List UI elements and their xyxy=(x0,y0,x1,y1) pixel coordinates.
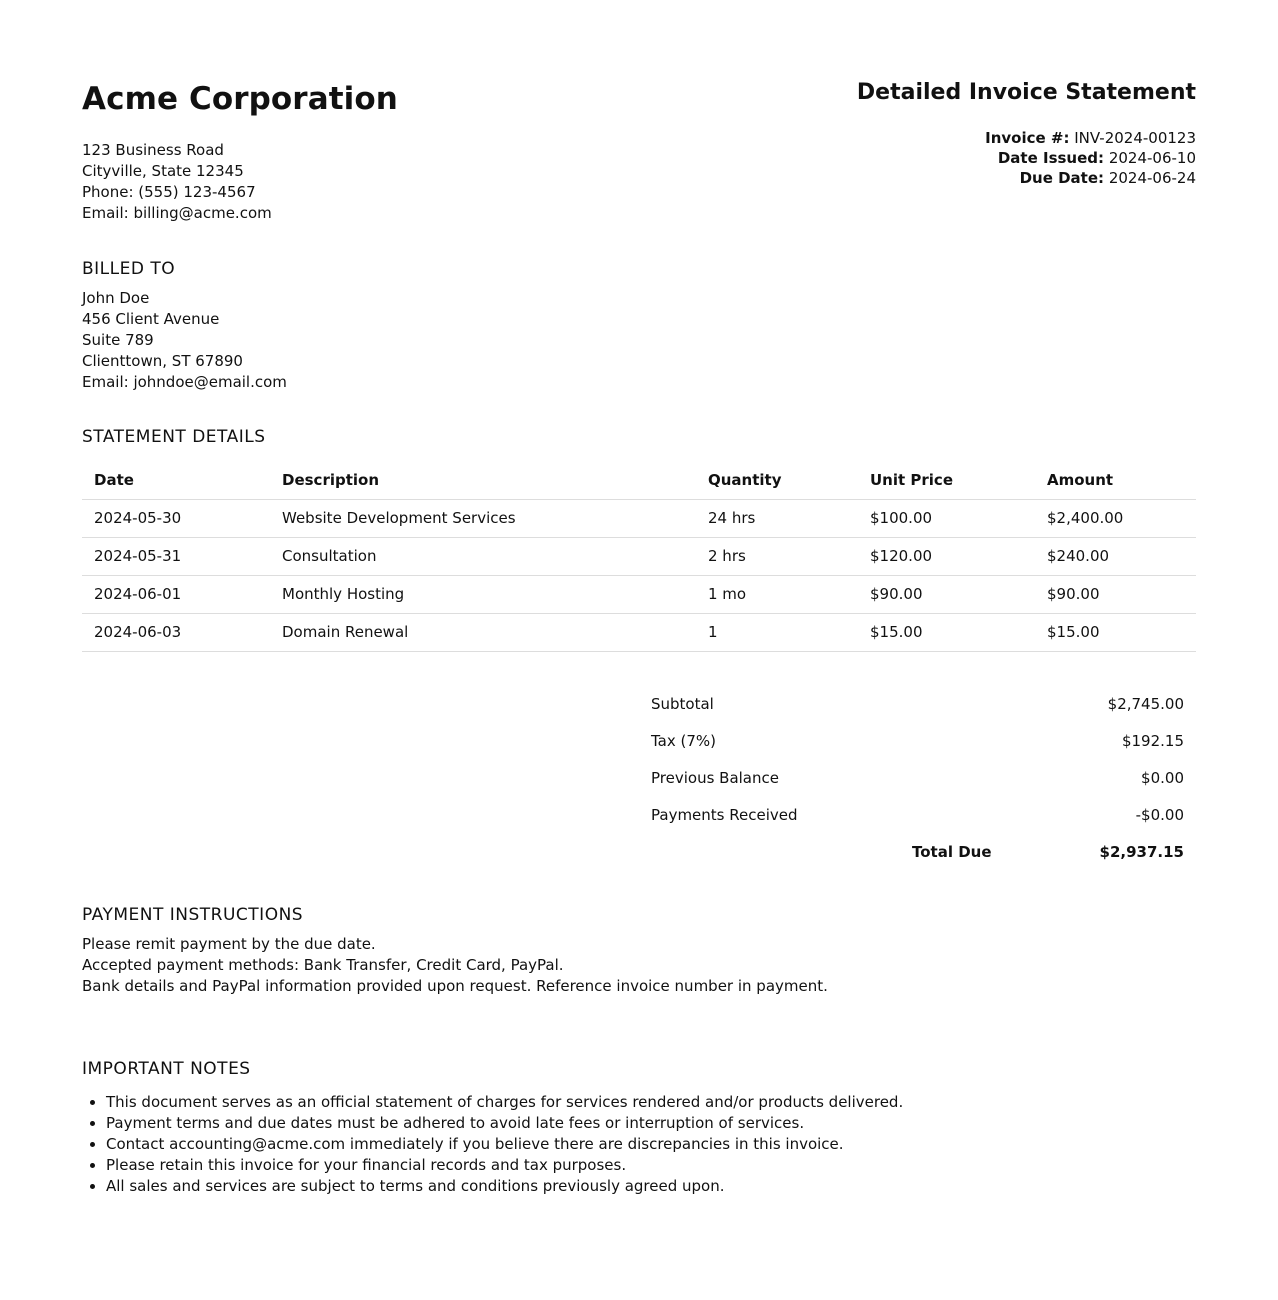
totals-block xyxy=(82,686,1196,872)
invoice-page xyxy=(82,0,1196,1197)
row-quantity: 24 hrs xyxy=(696,500,858,538)
row-description: Consultation xyxy=(270,538,696,576)
row-date: 2024-05-31 xyxy=(82,538,270,576)
company-email: Email: billing@acme.com xyxy=(82,204,272,222)
important-notes-section xyxy=(82,1058,1196,1197)
payments-received-value: -$0.00 xyxy=(1135,806,1184,824)
client-name: John Doe xyxy=(82,289,150,307)
billed-to-section xyxy=(82,258,1196,393)
list-item: • Contact accounting@acme.com immediately if you believe there are discrepancies in this invoice. xyxy=(106,1134,1196,1155)
invoice-number-label: Invoice #: xyxy=(985,129,1070,147)
column-header-description: Description xyxy=(270,462,696,500)
row-quantity: 2 hrs xyxy=(696,538,858,576)
statement-details-heading: STATEMENT DETAILS xyxy=(82,427,266,447)
due-date-line xyxy=(857,168,1196,188)
row-quantity: 1 xyxy=(696,614,858,652)
subtotal-row xyxy=(651,686,1184,723)
row-amount: $240.00 xyxy=(1035,538,1196,576)
previous-balance-label: Previous Balance xyxy=(651,769,779,787)
due-date: 2024-06-24 xyxy=(1108,169,1196,187)
row-quantity: 1 mo xyxy=(696,576,858,614)
row-amount: $2,400.00 xyxy=(1035,500,1196,538)
row-description: Domain Renewal xyxy=(270,614,696,652)
column-header-unit-price: Unit Price xyxy=(858,462,1035,500)
subtotal-value: $2,745.00 xyxy=(1107,695,1184,713)
date-issued-label: Date Issued: xyxy=(997,149,1105,167)
subtotal-label: Subtotal xyxy=(651,695,714,713)
invoice-number: INV-2024-00123 xyxy=(1074,129,1196,147)
previous-balance-row xyxy=(651,760,1184,797)
total-due-label: Total Due xyxy=(912,843,992,861)
column-header-date: Date xyxy=(82,462,270,500)
billed-to-heading: BILLED TO xyxy=(82,259,176,279)
row-date: 2024-06-01 xyxy=(82,576,270,614)
row-amount: $15.00 xyxy=(1035,614,1196,652)
billed-to-lines xyxy=(82,288,1196,393)
table-row xyxy=(82,500,1196,538)
client-street: 456 Client Avenue xyxy=(82,310,220,328)
client-suite: Suite 789 xyxy=(82,331,154,349)
invoice-meta-lines xyxy=(857,128,1196,188)
table-row xyxy=(82,614,1196,652)
payment-instruction-line: Please remit payment by the due date. xyxy=(82,935,376,953)
company-city: Cityville, State 12345 xyxy=(82,162,244,180)
table-row xyxy=(82,538,1196,576)
table-header-row xyxy=(82,462,1196,500)
total-due-value: $2,937.15 xyxy=(1099,843,1184,861)
row-unit-price: $100.00 xyxy=(858,500,1035,538)
invoice-number-line xyxy=(857,128,1196,148)
list-item: • Payment terms and due dates must be adhered to avoid late fees or interruption of services. xyxy=(106,1113,1196,1134)
row-unit-price: $120.00 xyxy=(858,538,1035,576)
due-date-label: Due Date: xyxy=(1019,169,1105,187)
important-notes-list xyxy=(82,1092,1196,1197)
row-description: Monthly Hosting xyxy=(270,576,696,614)
statement-details-section xyxy=(82,426,1196,652)
payments-received-label: Payments Received xyxy=(651,806,798,824)
payment-instruction-line: Bank details and PayPal information provided upon request. Reference invoice number in payment. xyxy=(82,977,828,995)
column-header-amount: Amount xyxy=(1035,462,1196,500)
row-amount: $90.00 xyxy=(1035,576,1196,614)
row-description: Website Development Services xyxy=(270,500,696,538)
payments-received-row xyxy=(651,797,1184,834)
column-header-quantity: Quantity xyxy=(696,462,858,500)
invoice-title: Detailed Invoice Statement xyxy=(856,80,1196,105)
total-due-row xyxy=(651,834,1184,871)
invoice-meta xyxy=(857,79,1196,188)
invoice-header xyxy=(82,79,1196,247)
company-name: Acme Corporation xyxy=(82,81,398,117)
company-phone: Phone: (555) 123-4567 xyxy=(82,183,256,201)
list-item: • Please retain this invoice for your financial records and tax purposes. xyxy=(106,1155,1196,1176)
list-item: • All sales and services are subject to terms and conditions previously agreed upon. xyxy=(106,1176,1196,1197)
table-row xyxy=(82,576,1196,614)
tax-label: Tax (7%) xyxy=(651,732,717,750)
company-street: 123 Business Road xyxy=(82,141,224,159)
previous-balance-value: $0.00 xyxy=(1141,769,1184,787)
row-unit-price: $90.00 xyxy=(858,576,1035,614)
row-date: 2024-05-30 xyxy=(82,500,270,538)
row-date: 2024-06-03 xyxy=(82,614,270,652)
tax-row xyxy=(651,723,1184,760)
tax-value: $192.15 xyxy=(1121,732,1184,750)
payment-instructions-section xyxy=(82,904,1196,997)
list-item: • This document serves as an official statement of charges for services rendered and/or products delivered. xyxy=(106,1092,1196,1113)
important-notes-heading: IMPORTANT NOTES xyxy=(82,1059,251,1079)
client-city: Clienttown, ST 67890 xyxy=(82,352,243,370)
date-issued: 2024-06-10 xyxy=(1108,149,1196,167)
client-email: Email: johndoe@email.com xyxy=(82,373,287,391)
payment-instructions-heading: PAYMENT INSTRUCTIONS xyxy=(82,905,304,925)
line-items-table xyxy=(82,462,1196,652)
payment-instruction-line: Accepted payment methods: Bank Transfer, Credit Card, PayPal. xyxy=(82,956,564,974)
payment-instructions-lines xyxy=(82,934,1196,997)
date-issued-line xyxy=(857,148,1196,168)
row-unit-price: $15.00 xyxy=(858,614,1035,652)
